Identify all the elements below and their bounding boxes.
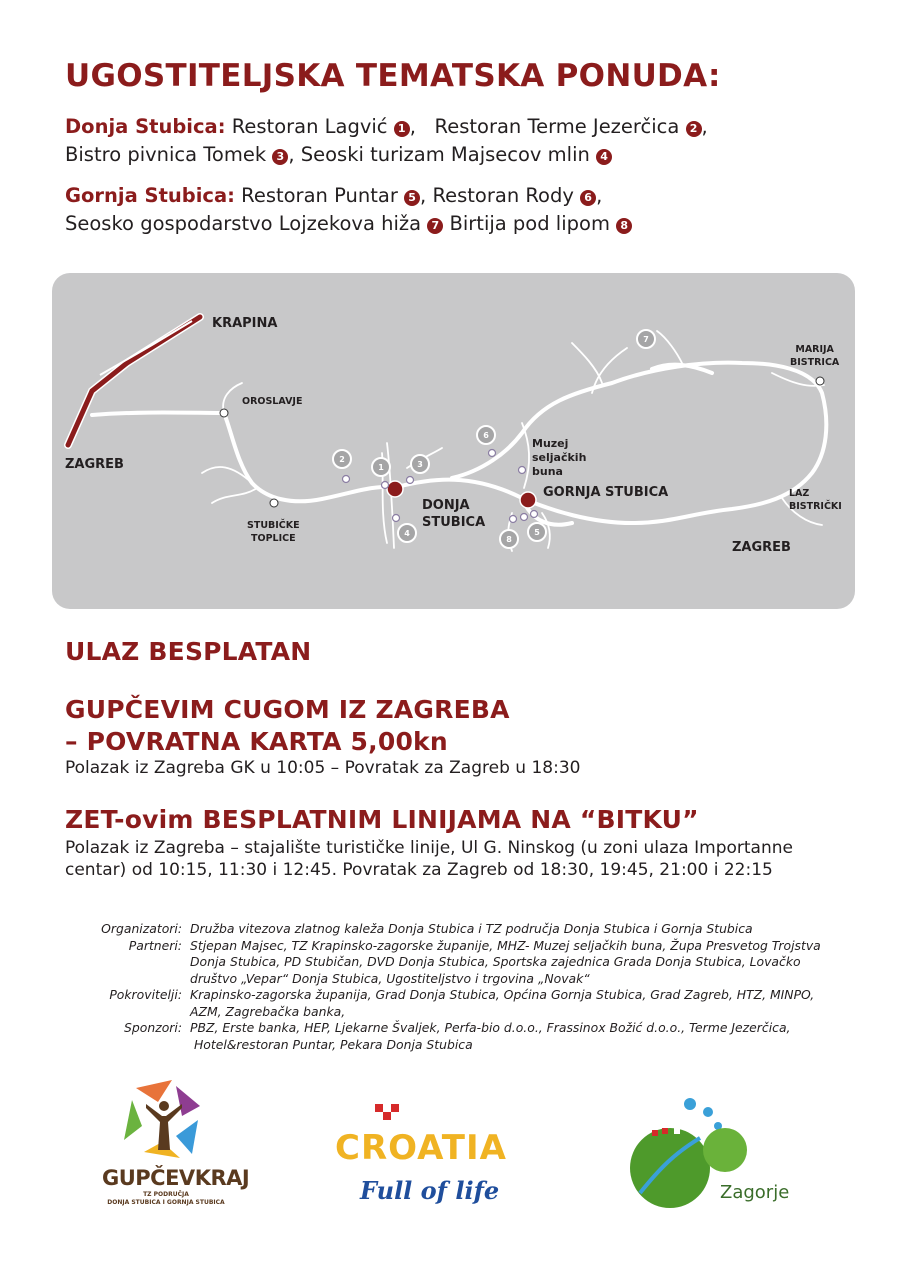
gupcev-kraj-logo [96,1076,250,1216]
offer-item: Restoran Terme Jezerčica [434,115,680,138]
offer-line [65,210,865,238]
offer-number-badge: 6 [580,190,596,206]
bus-schedule-line: Polazak iz Zagreba – stajalište turističke linije, Ul G. Ninskog (u zoni ulaza Importanne [65,838,793,858]
credits-partners [60,938,860,988]
gornja-stubica-town [520,492,536,508]
svg-text:7: 7 [643,335,649,344]
label-oroslavje: OROSLAVJE [242,396,303,407]
label-krapina: KRAPINA [212,316,278,331]
credits-line: društvo „Vepar“ Donja Stubica, Ugostiteljstvo i trgovina „Novak“ [190,970,590,986]
label-line: STUBIČKE [247,520,300,531]
label-stubicke-toplice [247,519,300,545]
route-map [52,273,855,609]
offer-place: Donja Stubica: [65,115,226,138]
marker-6 [477,426,495,444]
label-zagreb-right: ZAGREB [732,540,791,555]
offer-number-badge: 2 [686,121,702,137]
label-gornja-stubica: GORNJA STUBICA [543,485,669,500]
credits-line: Donja Stubica, PD Stubičan, DVD Donja Stubica, Sportska zajednica Grada Donja Stubica, Lovačko [190,954,801,969]
offer-number-badge: 4 [596,149,612,165]
credits-line: Krapinsko-zagorska županija, Grad Donja Stubica, Općina Gornja Stubica, Grad Zagreb, HTZ, MINPO, [190,987,815,1002]
credits-organizers [60,921,860,938]
credits [60,921,860,1053]
credits-line: AZM, Zagrebačka banka, [190,1003,346,1019]
offer-line [65,141,865,169]
label-laz-bistricki [789,487,842,513]
free-entry-heading: ULAZ BESPLATAN [65,637,312,666]
svg-text:2: 2 [339,455,345,464]
label-line: MARIJA [795,344,834,355]
marker-7 [637,330,655,348]
credits-label: Partneri: [128,937,182,953]
bus-heading: ZET-ovim BESPLATNIM LINIJAMA NA “BITKU” [65,805,699,834]
train-title-line: GUPČEVIM CUGOM IZ ZAGREBA [65,695,510,724]
highway [68,317,200,445]
offer-number-badge: 5 [404,190,420,206]
offer-number-badge: 1 [394,121,410,137]
label-line: STUBICA [422,515,486,530]
marker-3 [411,455,429,473]
svg-text:4: 4 [404,529,410,538]
label-donja-stubica [422,497,485,531]
credits-line: Hotel&restoran Puntar, Pekara Donja Stubica [190,1036,473,1052]
croatia-logo [335,1100,515,1220]
offer-item: Seosko gospodarstvo Lojzekova hiža [65,212,422,235]
offer-item: Restoran Puntar [241,184,398,207]
town-markers [220,377,824,508]
marker-5 [528,523,546,541]
train-title-line: – POVRATNA KARTA 5,00kn [65,727,448,756]
croatia-wordmark: CROATIA [335,1128,507,1168]
gupcev-kraj-wordmark: GUPČEVKRAJ [102,1166,250,1190]
zagorje-logo [630,1098,810,1218]
marija-bistrica-town [816,377,824,385]
label-line: TOPLICE [251,533,296,544]
offer-donja-stubica [65,113,865,169]
subtitle-line: DONJA STUBICA I GORNJA STUBICA [107,1199,225,1206]
credits-sponsors-patrons [60,987,860,1020]
separator: , [596,184,603,207]
offer-item: Restoran Rody [432,184,574,207]
label-line: seljačkih [532,451,587,464]
credits-label: Organizatori: [101,921,182,936]
credits-line: Stjepan Majsec, TZ Krapinsko-zagorske županije, MHZ- Muzej seljačkih buna, Župa Presvetog Trojstva [190,937,821,953]
marker-1 [372,458,390,476]
offer-number-badge: 7 [427,218,443,234]
label-line: BISTRIČKI [789,501,842,512]
svg-text:1: 1 [378,463,384,472]
offer-item: Restoran Lagvić [231,115,388,138]
numbered-markers [333,330,655,548]
label-marija-bistrica [790,343,839,369]
zagorje-wordmark: Zagorje [720,1182,790,1203]
donja-stubica-town [387,481,403,497]
marker-2 [333,450,351,468]
separator: , [701,115,708,138]
offer-line [65,113,865,141]
label-line: LAZ [789,488,810,499]
credits-label: Pokrovitelji: [109,987,182,1002]
label-line: Muzej [532,437,569,450]
croatia-tagline: Full of life [360,1176,500,1205]
gupcev-kraj-subtitle [96,1191,236,1207]
oroslavje-town [220,409,228,417]
gupcev-kraj-emblem-icon [96,1076,236,1166]
offer-number-badge: 8 [616,218,632,234]
map-roads [52,273,855,609]
credits-line: Družba vitezova zlatnog kaleža Donja Stubica i TZ područja Donja Stubica i Gornja Stubica [190,921,753,936]
credits-line: PBZ, Erste banka, HEP, Ljekarne Švaljek, Perfa-bio d.o.o., Frassinox Božić d.o.o., Terme Jezerčica, [190,1020,791,1035]
separator: , [288,143,295,166]
label-muzej-seljackih-buna [532,437,586,479]
svg-text:6: 6 [483,431,489,440]
stubicke-toplice-town [270,499,278,507]
bus-schedule [65,837,793,881]
bus-schedule-line: centar) od 10:15, 11:30 i 12:45. Povratak za Zagreb od 18:30, 19:45, 21:00 i 22:15 [65,860,773,880]
label-line: DONJA [422,498,470,513]
separator: , [420,184,427,207]
offer-number-badge: 3 [272,149,288,165]
train-schedule: Polazak iz Zagreba GK u 10:05 – Povratak za Zagreb u 18:30 [65,758,581,778]
svg-text:8: 8 [506,535,512,544]
label-line: BISTRICA [790,357,840,368]
separator: , [409,115,429,138]
marker-8 [500,530,518,548]
offer-item: Seoski turizam Majsecov mlin [300,143,590,166]
offer-item: Bistro pivnica Tomek [65,143,267,166]
offer-item: Birtija pod lipom [449,212,610,235]
page-title: UGOSTITELJSKA TEMATSKA PONUDA: [65,58,721,94]
subtitle-line: TZ PODRUČJA [143,1191,189,1198]
svg-text:3: 3 [417,460,423,469]
offer-place: Gornja Stubica: [65,184,235,207]
offer-gornja-stubica [65,182,865,238]
train-heading [65,694,510,758]
credits-label: Sponzori: [124,1020,182,1035]
offer-line [65,182,865,210]
label-zagreb-left: ZAGREB [65,457,124,472]
credits-sponsors [60,1020,860,1053]
marker-4 [398,524,416,542]
svg-text:5: 5 [534,528,540,537]
label-line: buna [532,465,563,478]
